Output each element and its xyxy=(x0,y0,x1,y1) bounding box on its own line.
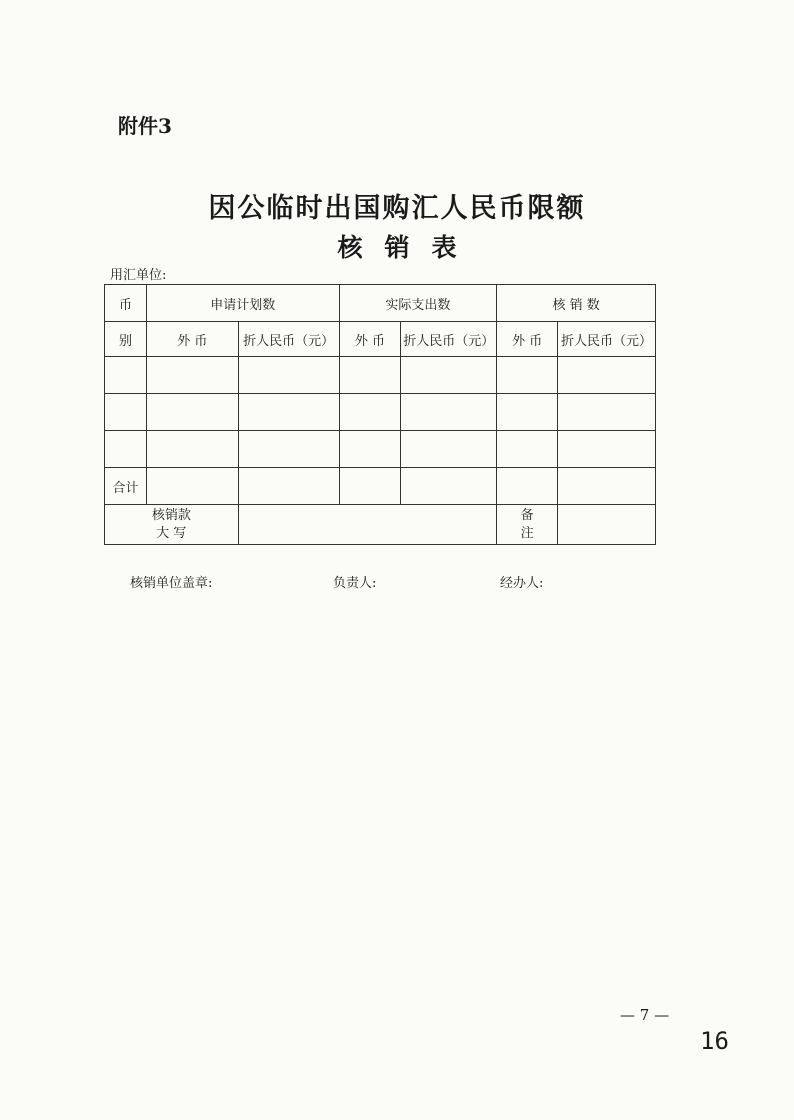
table-cell[interactable] xyxy=(339,357,401,394)
handler-label: 经办人: xyxy=(500,576,544,591)
subheader-rmb: 折人民币（元） xyxy=(401,322,497,357)
currency-header-bottom: 别 xyxy=(105,322,147,357)
table-cell[interactable] xyxy=(146,468,238,505)
responsible-label: 负责人: xyxy=(333,576,377,591)
table-cell[interactable] xyxy=(238,431,339,468)
table-cell[interactable] xyxy=(105,394,147,431)
table-cell[interactable] xyxy=(558,357,656,394)
table-cell[interactable] xyxy=(146,431,238,468)
table-row xyxy=(105,394,656,431)
total-row xyxy=(105,468,656,505)
amount-label-line1: 核销款 xyxy=(151,507,191,523)
table-cell[interactable] xyxy=(238,357,339,394)
amount-label xyxy=(105,505,239,545)
subheader-rmb: 折人民币（元） xyxy=(558,322,656,357)
table-cell[interactable] xyxy=(558,468,656,505)
table-cell[interactable] xyxy=(146,357,238,394)
remark-label xyxy=(497,505,558,545)
table-cell[interactable] xyxy=(401,468,497,505)
table-cell[interactable] xyxy=(497,431,558,468)
page-number: — 7 — xyxy=(620,1006,670,1024)
subheader-foreign: 外 币 xyxy=(146,322,238,357)
table-header-row xyxy=(105,285,656,322)
table-cell[interactable] xyxy=(339,468,401,505)
table-cell[interactable] xyxy=(558,431,656,468)
unit-label: 用汇单位: xyxy=(110,268,167,283)
table-row xyxy=(105,357,656,394)
currency-header-top: 币 xyxy=(105,285,147,322)
remark-label-line2: 注 xyxy=(520,525,534,541)
document-title: 因公临时出国购汇人民币限额 xyxy=(208,193,586,224)
table-cell[interactable] xyxy=(339,394,401,431)
group-header-actual: 实际支出数 xyxy=(339,285,497,322)
table-cell[interactable] xyxy=(339,431,401,468)
subheader-foreign: 外 币 xyxy=(497,322,558,357)
amount-label-line2: 大 写 xyxy=(156,525,187,541)
table-cell[interactable] xyxy=(497,394,558,431)
remark-field[interactable] xyxy=(558,505,656,545)
remark-label-line1: 备 xyxy=(520,507,534,523)
table-cell[interactable] xyxy=(497,468,558,505)
amount-in-words-field[interactable] xyxy=(238,505,497,545)
table-cell[interactable] xyxy=(146,394,238,431)
verification-table xyxy=(104,284,656,545)
subheader-rmb: 折人民币（元） xyxy=(238,322,339,357)
table-cell[interactable] xyxy=(497,357,558,394)
group-header-planned: 申请计划数 xyxy=(146,285,339,322)
amount-row xyxy=(105,505,656,545)
table-cell[interactable] xyxy=(401,431,497,468)
table-cell[interactable] xyxy=(558,394,656,431)
page-stamp-number: 16 xyxy=(700,1027,729,1055)
table-row xyxy=(105,431,656,468)
table-cell[interactable] xyxy=(105,357,147,394)
table-cell[interactable] xyxy=(238,468,339,505)
seal-label: 核销单位盖章: xyxy=(130,576,213,591)
table-cell[interactable] xyxy=(105,431,147,468)
total-label: 合计 xyxy=(105,468,147,505)
table-cell[interactable] xyxy=(238,394,339,431)
document-subtitle: 核销表 xyxy=(337,233,479,262)
subheader-foreign: 外 币 xyxy=(339,322,401,357)
table-cell[interactable] xyxy=(401,394,497,431)
group-header-verified: 核 销 数 xyxy=(497,285,656,322)
table-cell[interactable] xyxy=(401,357,497,394)
table-subheader-row xyxy=(105,322,656,357)
attachment-label: 附件3 xyxy=(118,114,172,138)
